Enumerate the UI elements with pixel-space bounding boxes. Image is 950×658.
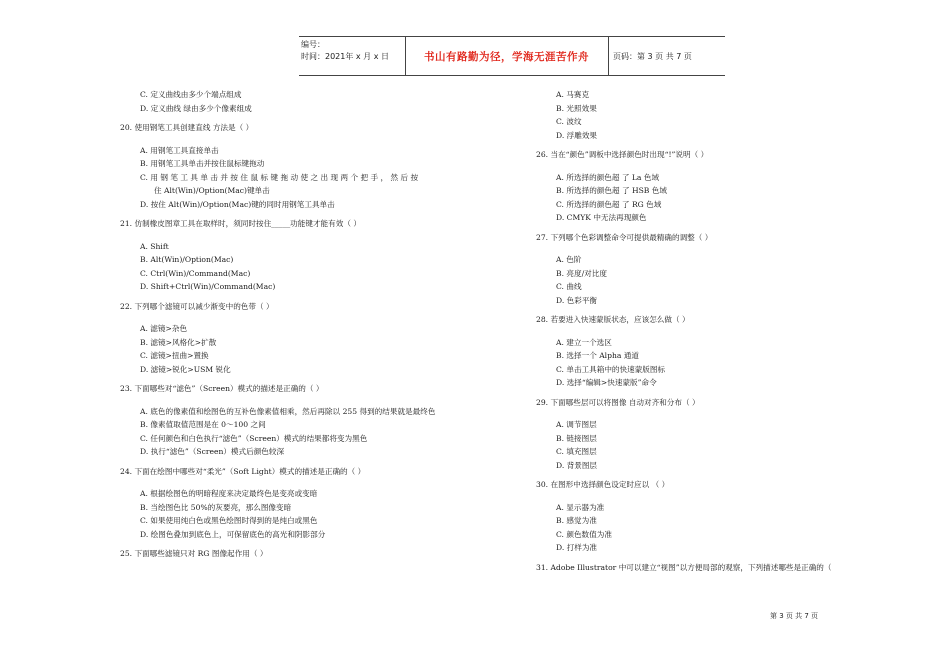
answer-option: A. 根据绘图色的明暗程度来决定最终色是变亮或变暗: [140, 489, 318, 498]
question-text: 21. 仿制橡皮图章工具在取样时，须同时按住_____功能键才能有效（ ）: [120, 219, 361, 228]
question-text: 31. Adobe Illustrator 中可以建立“视图”以方便局部的观察，下列描述哪些是正确的（: [536, 562, 832, 572]
answer-option: B. 光照效果: [556, 103, 597, 113]
page-footer: 第 3 页 共 7 页: [770, 612, 819, 620]
question-text: 27. 下列哪个色彩调整命令可提供最精确的调整（ ）: [536, 232, 713, 242]
answer-option: C. 用 钢 笔 工 具 单 击 并 按 住 鼠 标 键 拖 动 使 之 出 现 两 个 把 手 ， 然 后 按: [140, 172, 419, 182]
answer-option: B. 用钢笔工具单击并按住鼠标键拖动: [140, 159, 265, 168]
header-motto: 书山有路勤为径，学海无涯苦作舟: [424, 51, 589, 63]
answer-option: D. 选择“编辑>快速蒙版”命令: [556, 378, 657, 387]
answer-option: B. 链接图层: [556, 433, 597, 443]
document-time-label: 时间：2021年 x 月 x 日: [301, 52, 389, 61]
answer-option: D. 滤镜>锐化>USM 锐化: [140, 364, 231, 374]
left-question-column: [120, 88, 520, 570]
answer-option: A. 所选择的颜色超 了 La 色域: [556, 172, 660, 182]
header-page-label: 页码：第 3 页 共 7 页: [613, 52, 692, 61]
answer-option: B. 像素值取值范围是在 0～100 之间: [140, 420, 266, 429]
answer-option: B. Alt(Win)/Option(Mac): [140, 255, 234, 264]
header-meta: [301, 39, 389, 63]
answer-option: D. CMYK 中无法再现颜色: [556, 213, 647, 222]
answer-option: A. 滤镜>杂色: [140, 324, 188, 333]
question-text: 25. 下面哪些滤镜只对 RG 图像起作用（ ）: [120, 549, 268, 558]
answer-option: C. 波纹: [556, 117, 582, 126]
answer-option: C. 定义曲线由多少个端点组成: [140, 90, 242, 99]
document-number-label: 编号：: [301, 40, 325, 49]
answer-option: D. 色彩平衡: [556, 295, 598, 305]
answer-option: A. 用钢笔工具直接单击: [140, 145, 219, 155]
answer-option: B. 当绘图色比 50%的灰要亮，那么图像变暗: [140, 502, 292, 512]
question-text: 24. 下面在绘图中哪些对“柔光”（Soft Light）模式的描述是正确的（ ）: [120, 466, 366, 476]
answer-option: D. 浮雕效果: [556, 130, 598, 140]
question-text: 22. 下列哪个滤镜可以减少渐变中的色带（ ）: [120, 301, 274, 311]
answer-option: A. 底色的像素值和绘图色的互补色像素值相乘，然后再除以 255 得到的结果就是最终色: [140, 406, 436, 416]
answer-option: C. 颜色数值为准: [556, 529, 612, 539]
answer-option: B. 亮度/对比度: [556, 268, 607, 278]
answer-option: C. Ctrl(Win)/Command(Mac): [140, 268, 251, 278]
answer-option: A. 调节图层: [556, 420, 597, 429]
answer-option: B. 滤镜>风格化>扩散: [140, 337, 217, 347]
question-text: 29. 下面哪些层可以将图像 自动对齐和分布（ ）: [536, 397, 700, 407]
answer-option: A. 色阶: [556, 255, 582, 264]
answer-option: C. 滤镜>扭曲>置换: [140, 351, 209, 360]
question-text: 28. 若要进入快速蒙版状态，应该怎么做（ ）: [536, 315, 690, 324]
answer-option: A. 建立一个选区: [556, 337, 612, 347]
answer-option: A. 马赛克: [556, 90, 590, 99]
right-question-column: [536, 88, 916, 583]
page-header: [299, 36, 725, 76]
question-text: 30. 在图形中选择颜色设定时应以 （ ）: [536, 480, 670, 489]
question-text: 26. 当在“颜色”调板中选择颜色时出现“!”说明（ ）: [536, 150, 709, 159]
answer-option: D. 背景图层: [556, 460, 598, 470]
answer-option: D. 定义曲线 绿由多少个像素组成: [140, 103, 252, 113]
answer-option: C. 如果使用纯白色或黑色绘图时得到的是纯白或黑色: [140, 516, 318, 525]
answer-option: C. 任何颜色和白色执行“滤色”（Screen）模式的结果都将变为黑色: [140, 433, 368, 443]
answer-option: B. 感觉为准: [556, 516, 597, 525]
answer-option: A. 显示器为准: [556, 502, 605, 512]
answer-option: C. 曲线: [556, 282, 582, 291]
answer-option: D. 按住 Alt(Win)/Option(Mac)键的同时用钢笔工具单击: [140, 199, 335, 209]
answer-option: C. 单击工具箱中的快速蒙版图标: [556, 364, 666, 374]
question-text: 23. 下面哪些对“滤色”（Screen）模式的描述是正确的（ ）: [120, 384, 324, 393]
answer-option: D. 绘图色叠加到底色上，可保留底色的高光和阴影部分: [140, 529, 326, 539]
answer-option: D. Shift+Ctrl(Win)/Command(Mac): [140, 282, 276, 291]
answer-option: B. 所选择的颜色超 了 HSB 色域: [556, 186, 667, 195]
answer-option: C. 填充图层: [556, 447, 597, 456]
question-text: 20. 使用钢笔工具创建直线 方法是（ ）: [120, 123, 254, 132]
answer-option: D. 执行“滤色”（Screen）模式后颜色较深: [140, 447, 285, 456]
answer-option: C. 所选择的颜色超 了 RG 色域: [556, 199, 662, 209]
answer-option: D. 打样为准: [556, 543, 598, 552]
header-divider: [608, 37, 609, 75]
answer-option-continuation: 住 Alt(Win)/Option(Mac)键单击: [154, 186, 270, 195]
answer-option: A. Shift: [140, 241, 169, 251]
answer-option: B. 选择一个 Alpha 通道: [556, 351, 639, 360]
